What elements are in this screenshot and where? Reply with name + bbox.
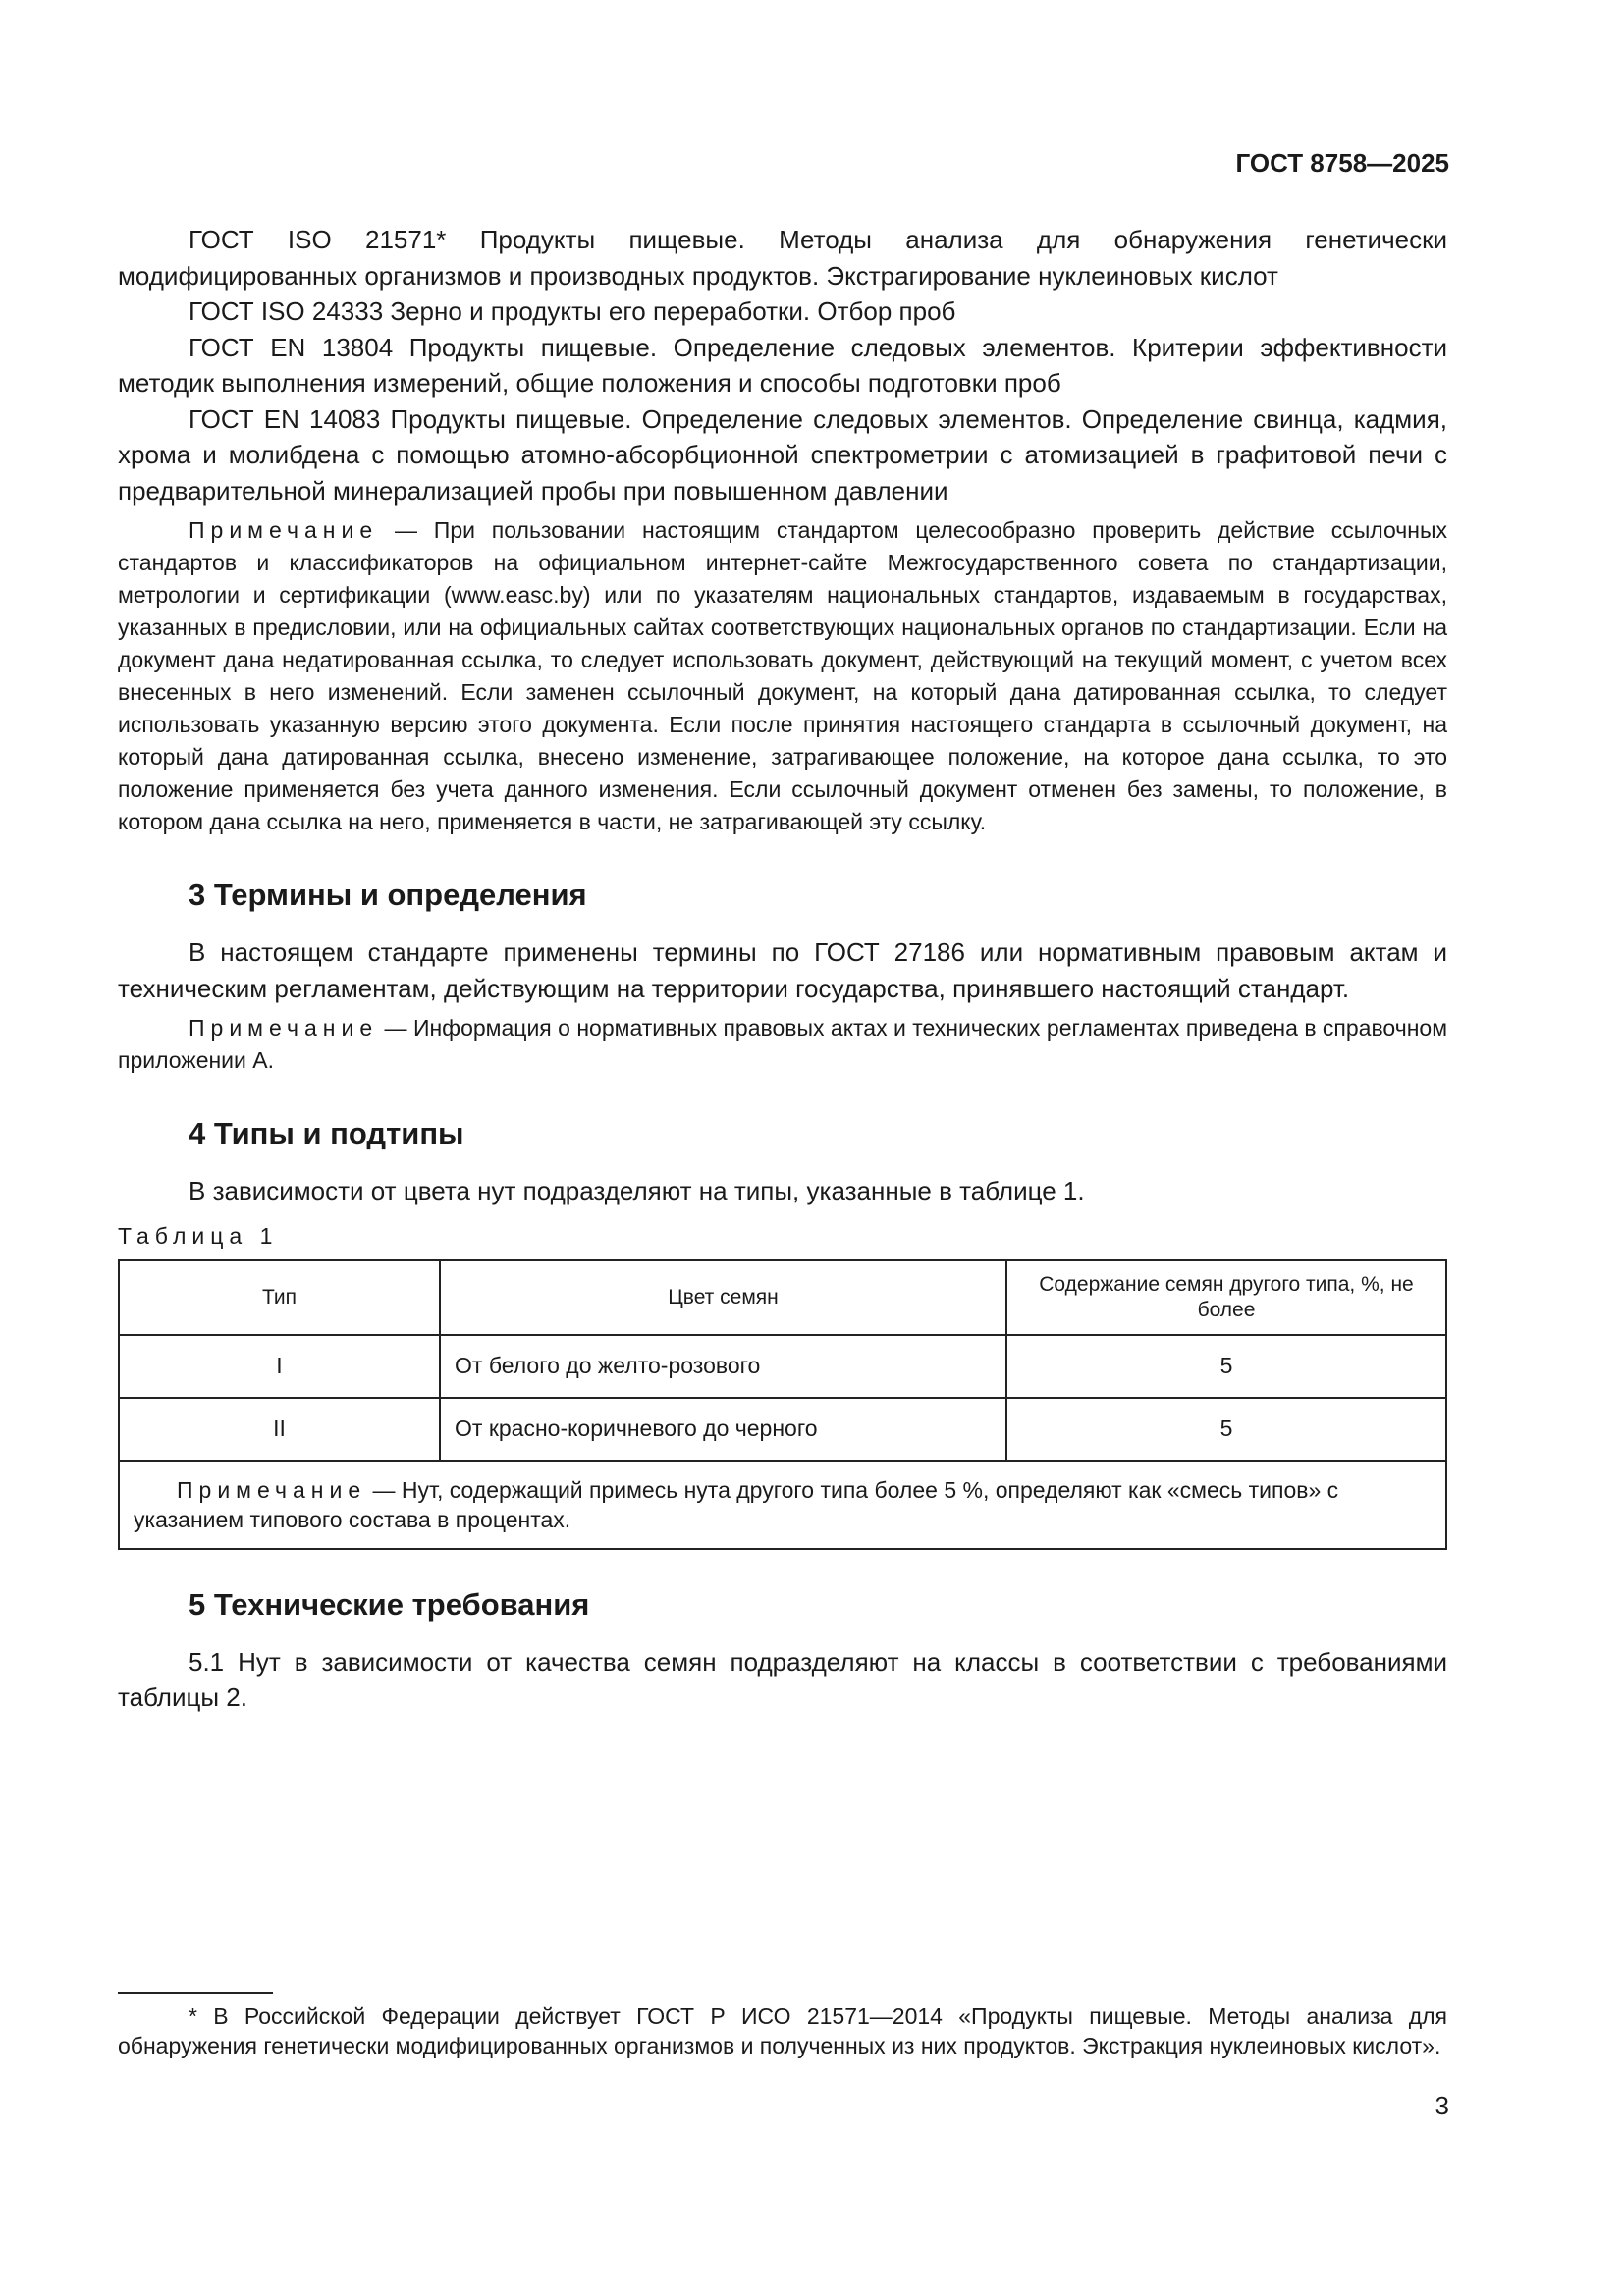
table-header-cell: Тип xyxy=(119,1260,440,1335)
page-number: 3 xyxy=(1435,2091,1449,2120)
reference-item: ГОСТ EN 13804 Продукты пищевые. Определение следовых элементов. Критерии эффективности методик выполнения измерений, общие положения и способы подготовки проб xyxy=(118,332,1447,398)
section-3-text: В настоящем стандарте применены термины по ГОСТ 27186 или нормативным правовым актам и техническим регламентам, действующим на территории государства, принявшего настоящий стандарт. xyxy=(118,937,1447,1003)
table-cell-color: От красно-коричневого до черного xyxy=(440,1398,1006,1461)
section-4-heading: 4 Типы и подтипы xyxy=(189,1116,464,1150)
table-cell-type: II xyxy=(119,1398,440,1461)
note-text: — Информация о нормативных правовых актах и технических регламентах приведена в справочном приложении А. xyxy=(118,1015,1448,1073)
reference-item: ГОСТ ISO 24333 Зерно и продукты его переработки. Отбор проб xyxy=(189,296,956,326)
section-3-heading: 3 Термины и определения xyxy=(189,878,587,912)
reference-item: ГОСТ EN 14083 Продукты пищевые. Определение следовых элементов. Определение свинца, кадмия, хрома и молибдена с помощью атомно-абсорбционной спектрометрии с атомизацией в графитовой печи с предварительной минерализацией пробы при повышенном давлении xyxy=(118,403,1447,506)
table-header-row xyxy=(119,1260,1446,1335)
table-header-cell: Содержание семян другого типа, %, не более xyxy=(1006,1260,1446,1335)
table-cell-content: 5 xyxy=(1006,1398,1446,1461)
section-3-note xyxy=(118,1012,1447,1077)
table-header-cell: Цвет семян xyxy=(440,1260,1006,1335)
footnote: * В Российской Федерации действует ГОСТ Р ИСО 21571—2014 «Продукты пищевые. Методы анализа для обнаружения генетически модифицированных организмов и полученных из них продуктов. Экстракция нуклеиновых кислот». xyxy=(118,2003,1447,2058)
section-5-text: 5.1 Нут в зависимости от качества семян подразделяют на классы в соответствии с требованиями таблицы 2. xyxy=(118,1646,1447,1712)
table-caption: Таблица 1 xyxy=(118,1222,279,1249)
note-label: Примечание xyxy=(177,1476,367,1503)
section-4-text: В зависимости от цвета нут подразделяют на типы, указанные в таблице 1. xyxy=(189,1176,1085,1205)
table-row xyxy=(119,1335,1446,1398)
types-table xyxy=(118,1259,1447,1550)
table-cell-type: I xyxy=(119,1335,440,1398)
table-row xyxy=(119,1398,1446,1461)
section-5-heading: 5 Технические требования xyxy=(189,1586,590,1622)
references-note xyxy=(118,514,1447,838)
table-cell-content: 5 xyxy=(1006,1335,1446,1398)
reference-item: ГОСТ ISO 21571* Продукты пищевые. Методы анализа для обнаружения генетически модифицированных организмов и производных продуктов. Экстрагирование нуклеиновых кислот xyxy=(118,225,1447,291)
table-note xyxy=(119,1461,1446,1549)
note-label: Примечание xyxy=(189,1015,379,1041)
document-header: ГОСТ 8758—2025 xyxy=(1235,148,1449,178)
note-label: Примечание xyxy=(189,517,379,543)
note-text: — При пользовании настоящим стандартом целесообразно проверить действие ссылочных стандартов и классификаторов на официальном интернет-сайте Межгосударственного совета по стандартизации, метрологии и сертификации (www.easc.by) или по указателям национальных стандартов, издаваемым в государствах, указанных в предисловии, или на официальных сайтах соответствующих национальных органов по стандартизации. Если на документ дана недатированная ссылка, то следует использовать документ, действующий на текущий момент, с учетом всех внесенных в него изменений. Если заменен ссылочный документ, на который дана датированная ссылка, то следует использовать указанную версию этого документа. Если после принятия настоящего стандарта в ссылочный документ, на который дана датированная ссылка, внесено изменение, затрагивающее положение, на которое дана ссылка, то это положение применяется без учета данного изменения. Если ссылочный документ отменен без замены, то положение, в котором дана ссылка на него, применяется в части, не затрагивающей эту ссылку. xyxy=(118,517,1447,834)
table-cell-color: От белого до желто-розового xyxy=(440,1335,1006,1398)
note-text: — Нут, содержащий примесь нута другого типа более 5 %, определяют как «смесь типов» с указанием типового состава в процентах. xyxy=(134,1476,1339,1532)
footnote-divider xyxy=(118,1992,273,1994)
document-body xyxy=(118,222,1447,1716)
table-note-row xyxy=(119,1461,1446,1549)
